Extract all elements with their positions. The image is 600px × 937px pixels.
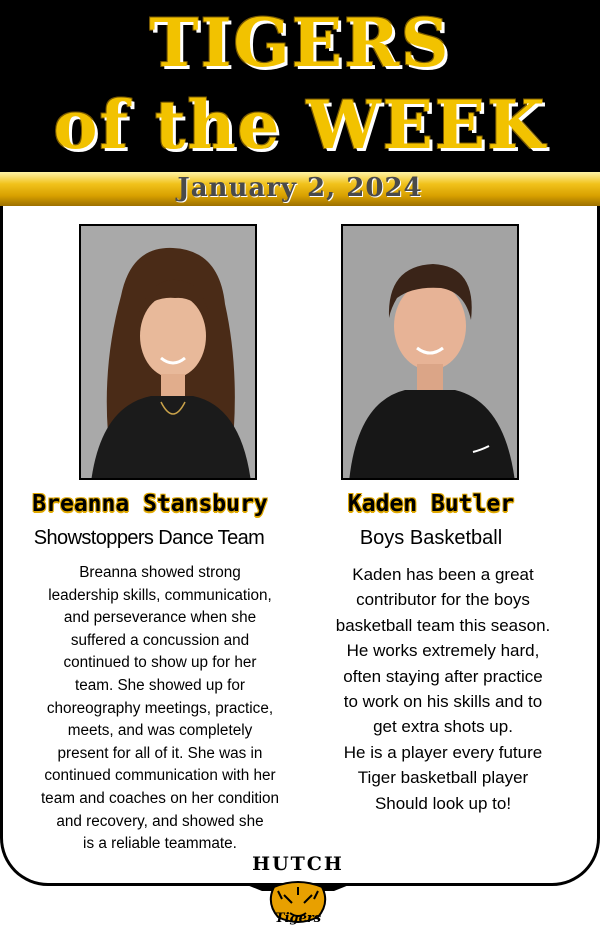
description-line: team and coaches on her condition: [40, 789, 280, 807]
description-line: team. She showed up for: [74, 676, 246, 694]
portrait-boy-icon: [343, 226, 519, 480]
hutch-tigers-logo: [238, 853, 358, 933]
description-line: Tiger basketball player: [357, 768, 529, 788]
description-line: meets, and was completely: [67, 722, 253, 740]
date-band: [0, 172, 600, 206]
photo-breanna: [79, 224, 257, 480]
description-line: He is a player every future: [343, 742, 543, 762]
description-line: present for all of it. She was in: [57, 744, 263, 762]
title-tigers: TIGERS: [149, 4, 451, 82]
name-breanna: Breanna Stansbury: [32, 491, 268, 517]
logo-word: HUTCH: [252, 853, 344, 875]
description-line: Should look up to!: [374, 793, 512, 813]
title-of-the-week: of the WEEK: [53, 86, 547, 164]
description-line: continued communication with her: [44, 767, 276, 785]
header-banner: [0, 0, 600, 172]
description-line: choreography meetings, practice,: [46, 699, 274, 717]
description-line: He works extremely hard,: [346, 641, 540, 661]
description-line: is a reliable teammate.: [83, 835, 237, 853]
description-line: continued to show up for her: [63, 654, 257, 672]
activity-kaden: Boys Basketball: [359, 527, 503, 549]
description-line: Kaden has been a great: [352, 565, 534, 584]
description-line: and recovery, and showed she: [56, 812, 264, 830]
description-line: get extra shots up.: [373, 717, 513, 737]
description-kaden: [318, 562, 568, 816]
logo-script: Tigers: [274, 911, 322, 926]
description-line: and perseverance when she: [63, 609, 257, 627]
description-line: basketball team this season.: [335, 615, 551, 635]
name-kaden: Kaden Butler: [347, 491, 515, 517]
description-line: Breanna showed strong: [79, 564, 241, 581]
description-line: leadership skills, communication,: [48, 586, 272, 604]
date-label: January 2, 2024: [177, 173, 423, 203]
photo-kaden: [341, 224, 519, 480]
description-line: contributor for the boys: [356, 590, 530, 610]
description-line: often staying after practice: [343, 666, 543, 686]
portrait-girl-icon: [81, 226, 257, 480]
description-line: to work on his skills and to: [343, 692, 543, 712]
description-line: suffered a concussion and: [70, 631, 250, 649]
activity-breanna: Showstoppers Dance Team: [33, 527, 265, 549]
description-breanna: [22, 562, 298, 856]
